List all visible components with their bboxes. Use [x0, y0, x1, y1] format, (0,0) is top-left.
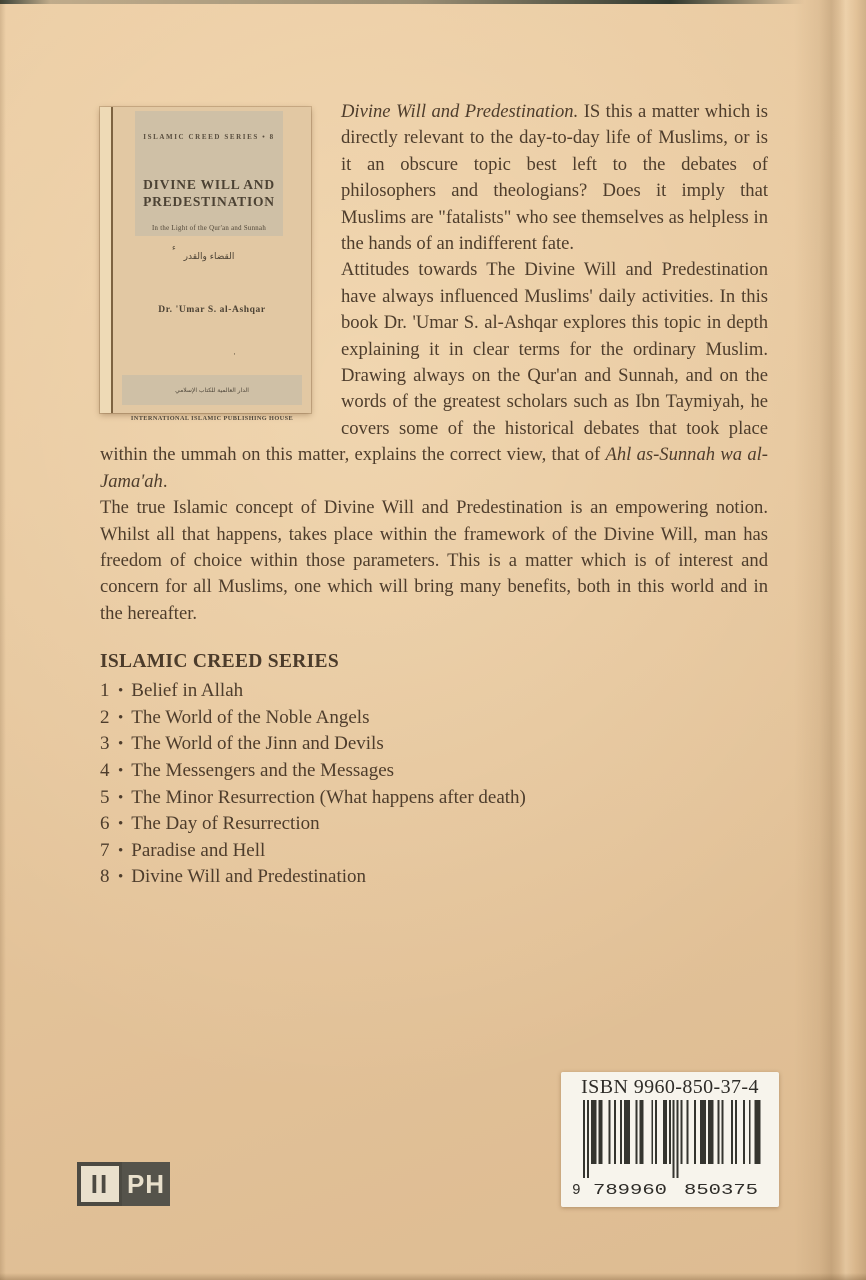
- blurb-text: [100, 99, 768, 627]
- blurb-p3-text: The true Islamic concept of Divine Will and Predestination is an empowering notion. Whilst all that happens, takes place within the framework of the Divine Will, man has freedom of choice within those parameters. This is a matter which is of interest and concern for all Muslims, one which will bring many benefits, both in this world and in the hereafter.: [100, 497, 768, 624]
- iiph-logo-right-square: [122, 1162, 170, 1206]
- series-item: 7 • Paradise and Hell: [100, 839, 266, 861]
- blurb-p2-italic: Ahl as-Sunnah wa al-Jama'ah: [100, 444, 768, 492]
- back-cover-content: [100, 99, 768, 891]
- series-heading: ISLAMIC CREED SERIES: [100, 651, 339, 673]
- series-item: 3 • The World of the Jinn and Devils: [100, 733, 384, 755]
- iiph-logo-ph: PH: [126, 1168, 166, 1199]
- series-item: 4 • The Messengers and the Messages: [100, 759, 395, 781]
- isbn-label: ISBN 9960-850-37-4: [581, 1076, 759, 1098]
- series-item: 5 • The Minor Resurrection (What happens after death): [100, 786, 526, 808]
- thumbnail-title: [135, 176, 283, 210]
- series-item: 1 • Belief in Allah: [100, 680, 244, 702]
- iiph-logo-left-square: [77, 1162, 123, 1206]
- iiph-logo-ii: II: [90, 1168, 110, 1199]
- blurb-paragraph-3: [100, 495, 768, 627]
- thumbnail-publisher-block: [122, 375, 302, 423]
- ean-digits-left: 789960: [593, 1183, 667, 1199]
- thumbnail-title-line1: DIVINE WILL AND: [143, 177, 275, 193]
- front-cover-thumbnail: [100, 107, 311, 423]
- thumbnail-author: Dr. 'Umar S. al-Ashqar: [158, 305, 266, 315]
- thumbnail-subtitle: In the Light of the Qur'an and Sunnah: [151, 225, 267, 233]
- blurb-p1-italic: Divine Will and Predestination.: [341, 101, 579, 122]
- cover-top-edge: [0, 0, 838, 4]
- cover-spine-shadow: [794, 0, 866, 1280]
- series-list-section: [100, 651, 768, 891]
- cover-left-edge: [0, 0, 6, 1280]
- ean-digits-right: 850375: [684, 1183, 758, 1199]
- thumbnail-title-panel: [135, 111, 283, 262]
- thumbnail-arabic-title: القضاء والقدر: [183, 251, 235, 262]
- ean13-barcode: [570, 1100, 770, 1204]
- blurb-p1-text: IS this a matter which is directly relevant to the day-to-day life of Muslims, or is it an obscure topic best left to the debates of philosophers and theologians? Does it imply that Muslims are "fatalists" who see themselves as helpless in the hands of an indifferent fate.: [341, 101, 768, 255]
- ean-digit-lead: 9: [572, 1183, 581, 1199]
- iiph-logo: [77, 1162, 170, 1206]
- series-item: 6 • The Day of Resurrection: [100, 813, 320, 835]
- series-list: [100, 678, 768, 891]
- thumbnail-title-line2: PREDESTINATION: [143, 194, 275, 210]
- series-item: 8 • Divine Will and Predestination: [100, 866, 367, 888]
- isbn-barcode: [561, 1072, 779, 1207]
- thumbnail-ornament-mark: ء: [172, 243, 176, 252]
- thumbnail-page-edge: [100, 107, 113, 413]
- thumbnail-dot-mark: ·: [233, 349, 236, 359]
- thumbnail-publisher-name: INTERNATIONAL ISLAMIC PUBLISHING HOUSE: [130, 415, 294, 423]
- cover-bottom-edge: [0, 1273, 866, 1280]
- blurb-p2-end: .: [162, 470, 168, 492]
- blurb-p2-text: Attitudes towards The Divine Will and Predestination have always influenced Muslims' daily activities. In this book Dr. 'Umar S. al-Ashqar explores this topic in depth explaining it in clear terms for the ordinary Muslim. Drawing always on the Qur'an and Sunnah, and on the words of the greatest scholars such as Ibn Taymiyah, he covers some of the historical debates that took place within the ummah on this matter, explains the correct view, that of: [100, 259, 768, 466]
- series-item: 2 • The World of the Noble Angels: [100, 706, 370, 728]
- thumbnail-series-line: ISLAMIC CREED SERIES • 8: [143, 133, 275, 141]
- thumbnail-publisher-arabic: الدار العالمية للكتاب الإسلامي: [175, 387, 249, 394]
